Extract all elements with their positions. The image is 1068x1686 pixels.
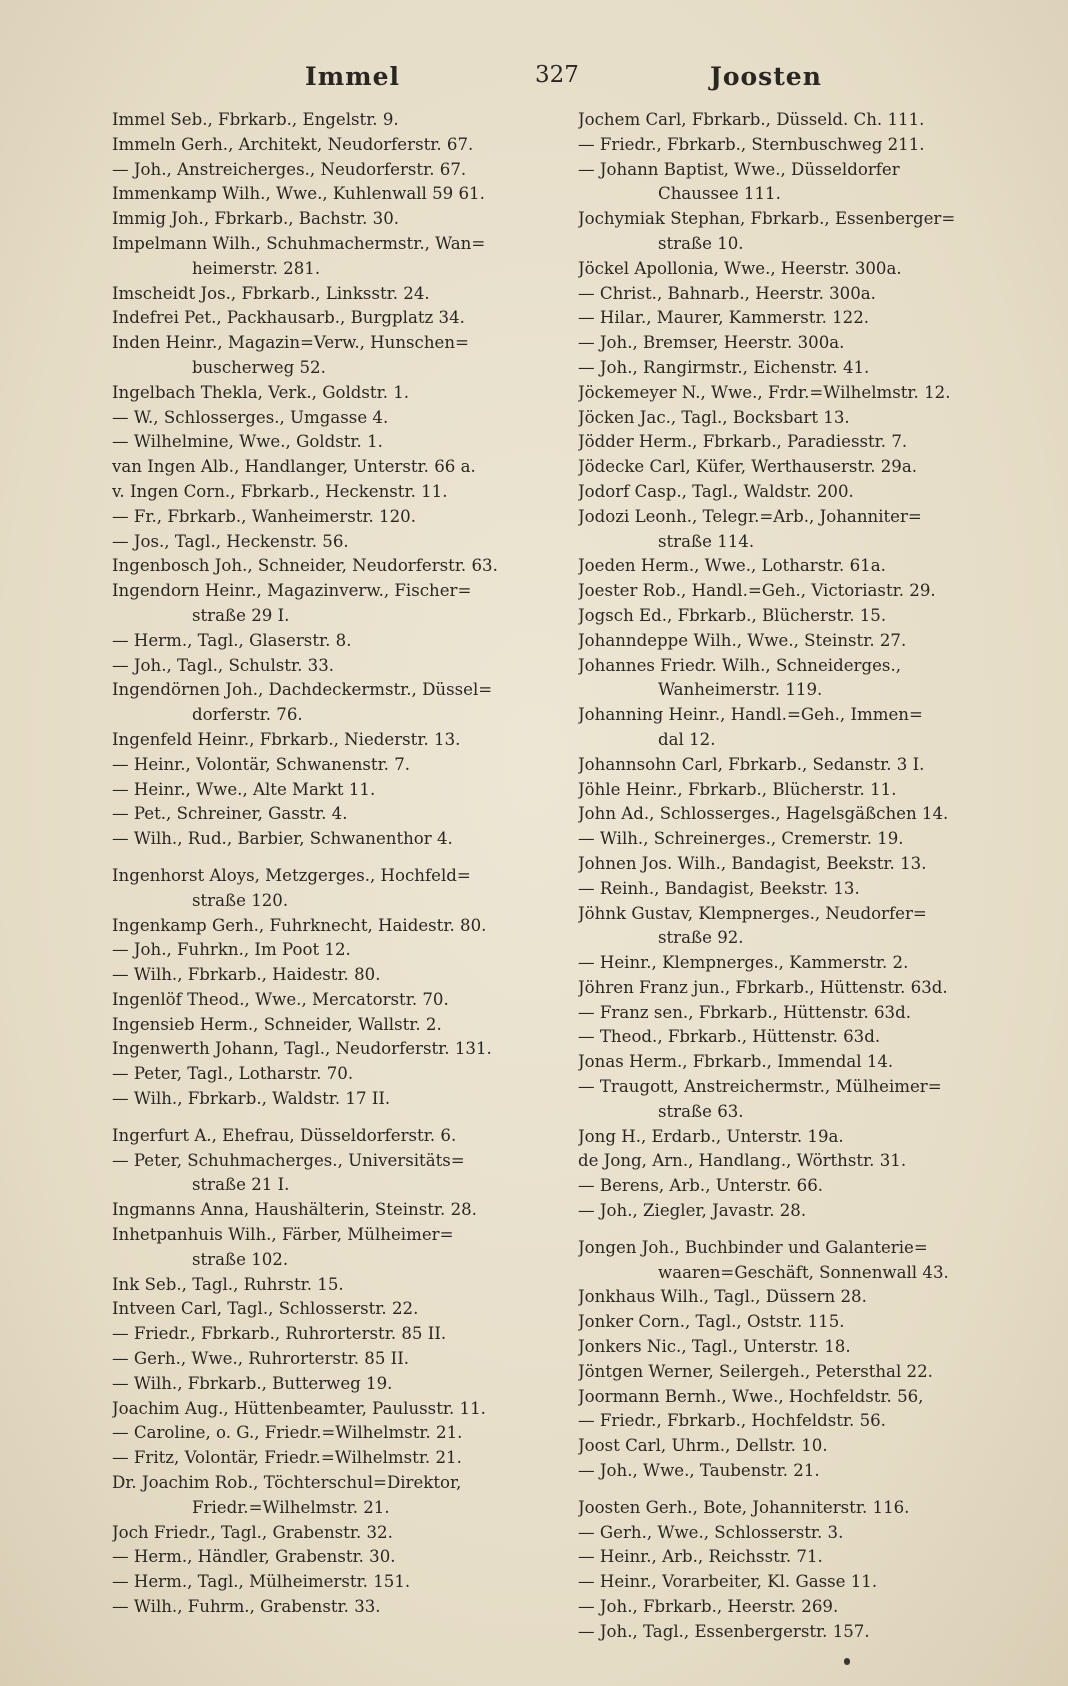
directory-entry: Immenkamp Wilh., Wwe., Kuhlenwall 59 61. xyxy=(112,184,485,204)
entry-continuation-line: Chaussee 111. xyxy=(658,184,781,204)
directory-entry: Jochem Carl, Fbrkarb., Düsseld. Ch. 111. xyxy=(578,110,925,129)
directory-entry: Joeden Herm., Wwe., Lotharstr. 61a. xyxy=(578,556,886,576)
directory-entry: — Joh., Fbrkarb., Heerstr. 269. xyxy=(578,1597,839,1617)
directory-entry: — Herm., Tagl., Glaserstr. 8. xyxy=(112,630,352,650)
directory-entry: Joester Rob., Handl.=Geh., Victoriastr. 29. xyxy=(578,581,936,601)
directory-entry: Jongen Joh., Buchbinder und Galanterie= xyxy=(578,1237,928,1257)
directory-entry: Indefrei Pet., Packhausarb., Burgplatz 34. xyxy=(112,308,465,328)
directory-entry: — Peter, Tagl., Lotharstr. 70. xyxy=(112,1064,354,1084)
directory-entry: Jodorf Casp., Tagl., Waldstr. 200. xyxy=(578,481,854,501)
directory-entry: — Heinr., Arb., Reichsstr. 71. xyxy=(578,1547,823,1567)
directory-entry: — Wilh., Fbrkarb., Haidestr. 80. xyxy=(112,965,381,985)
right-column xyxy=(578,108,1013,1645)
header-right-catchword: Joosten xyxy=(710,62,822,91)
entry-continuation-line: straße 92. xyxy=(658,928,744,948)
header-left-catchword: Immel xyxy=(305,62,401,91)
directory-entry: — Joh., Rangirmstr., Eichenstr. 41. xyxy=(578,357,870,377)
entry-continuation-line: Wanheimerstr. 119. xyxy=(658,680,823,700)
ink-speck xyxy=(844,1658,850,1665)
directory-entry: Jöhren Franz jun., Fbrkarb., Hüttenstr. 63d. xyxy=(578,977,948,997)
directory-entry: Jöcken Jac., Tagl., Bocksbart 13. xyxy=(578,407,850,427)
entry-continuation-line: straße 114. xyxy=(658,531,755,551)
directory-entry: — W., Schlosserges., Umgasse 4. xyxy=(112,407,389,427)
directory-entry: — Herm., Händler, Grabenstr. 30. xyxy=(112,1547,396,1567)
directory-entry: — Pet., Schreiner, Gasstr. 4. xyxy=(112,804,348,824)
directory-entry: — Joh., Ziegler, Javastr. 28. xyxy=(578,1201,807,1221)
directory-entry: Ingendorn Heinr., Magazinverw., Fischer= xyxy=(112,581,472,601)
directory-entry: Ingenlöf Theod., Wwe., Mercatorstr. 70. xyxy=(112,989,449,1009)
directory-entry: Johannsohn Carl, Fbrkarb., Sedanstr. 3 I. xyxy=(578,754,925,774)
directory-entry: — Heinr., Wwe., Alte Markt 11. xyxy=(112,779,376,799)
entry-continuation-line: Friedr.=Wilhelmstr. 21. xyxy=(192,1497,390,1517)
directory-entry: — Caroline, o. G., Friedr.=Wilhelmstr. 21. xyxy=(112,1423,463,1443)
entry-continuation-line: straße 120. xyxy=(192,890,289,910)
directory-entry: John Ad., Schlosserges., Hagelsgäßchen 14. xyxy=(578,804,949,824)
directory-entry: Jong H., Erdarb., Unterstr. 19a. xyxy=(578,1126,844,1146)
page-number: 327 xyxy=(535,62,579,88)
directory-entry: Jöckel Apollonia, Wwe., Heerstr. 300a. xyxy=(578,258,902,278)
directory-entry: — Hilar., Maurer, Kammerstr. 122. xyxy=(578,308,870,328)
directory-entry: — Franz sen., Fbrkarb., Hüttenstr. 63d. xyxy=(578,1002,912,1022)
directory-entry: Jödder Herm., Fbrkarb., Paradiesstr. 7. xyxy=(578,432,908,452)
directory-entry: Jöhle Heinr., Fbrkarb., Blücherstr. 11. xyxy=(578,779,897,799)
directory-entry: — Joh., Tagl., Essenbergerstr. 157. xyxy=(578,1621,870,1641)
directory-entry: Jöckemeyer N., Wwe., Frdr.=Wilhelmstr. 12. xyxy=(578,382,951,402)
directory-entry: de Jong, Arn., Handlang., Wörthstr. 31. xyxy=(578,1151,907,1171)
directory-entry: Johannes Friedr. Wilh., Schneiderges., xyxy=(578,655,901,675)
directory-entry: Ingelbach Thekla, Verk., Goldstr. 1. xyxy=(112,382,410,402)
directory-entry: — Johann Baptist, Wwe., Düsseldorfer xyxy=(578,159,900,179)
directory-entry: Ingensieb Herm., Schneider, Wallstr. 2. xyxy=(112,1014,442,1034)
directory-entry: — Wilh., Fuhrm., Grabenstr. 33. xyxy=(112,1597,381,1617)
entry-continuation-line: straße 10. xyxy=(658,233,744,253)
directory-entry: — Fr., Fbrkarb., Wanheimerstr. 120. xyxy=(112,506,416,526)
directory-entry: — Wilh., Rud., Barbier, Schwanenthor 4. xyxy=(112,829,453,849)
directory-entry: — Berens, Arb., Unterstr. 66. xyxy=(578,1176,824,1196)
directory-entry: — Friedr., Fbrkarb., Ruhrorterstr. 85 II. xyxy=(112,1324,447,1344)
directory-entry: Ingenwerth Johann, Tagl., Neudorferstr. 131. xyxy=(112,1039,492,1059)
directory-entry: Jöntgen Werner, Seilergeh., Petersthal 22. xyxy=(578,1361,933,1381)
directory-entry: Jonkers Nic., Tagl., Unterstr. 18. xyxy=(578,1337,851,1357)
directory-entry: — Wilhelmine, Wwe., Goldstr. 1. xyxy=(112,432,383,452)
directory-entry: Joch Friedr., Tagl., Grabenstr. 32. xyxy=(112,1522,393,1542)
directory-entry: Joachim Aug., Hüttenbeamter, Paulusstr. 11. xyxy=(112,1398,486,1418)
entry-continuation-line: buscherweg 52. xyxy=(192,357,326,377)
directory-entry: — Joh., Bremser, Heerstr. 300a. xyxy=(578,333,845,353)
page-header xyxy=(110,62,1008,98)
directory-entry: — Joh., Tagl., Schulstr. 33. xyxy=(112,655,335,675)
directory-entry: Ink Seb., Tagl., Ruhrstr. 15. xyxy=(112,1274,344,1294)
entry-continuation-line: heimerstr. 281. xyxy=(192,258,321,278)
directory-entry: — Joh., Anstreicherges., Neudorferstr. 67. xyxy=(112,159,467,179)
directory-entry: — Joh., Fuhrkn., Im Poot 12. xyxy=(112,940,351,960)
directory-entry: — Theod., Fbrkarb., Hüttenstr. 63d. xyxy=(578,1027,881,1047)
directory-entry: Joost Carl, Uhrm., Dellstr. 10. xyxy=(578,1436,828,1456)
directory-entry: — Heinr., Volontär, Schwanenstr. 7. xyxy=(112,754,411,774)
directory-entry: Johanndeppe Wilh., Wwe., Steinstr. 27. xyxy=(578,630,907,650)
directory-entry: Immel Seb., Fbrkarb., Engelstr. 9. xyxy=(112,110,399,129)
directory-entry: — Wilh., Fbrkarb., Waldstr. 17 II. xyxy=(112,1089,391,1109)
directory-entry: Ingerfurt A., Ehefrau, Düsseldorferstr. 6. xyxy=(112,1125,457,1145)
directory-entry: — Reinh., Bandagist, Beekstr. 13. xyxy=(578,878,860,898)
directory-entry: Jödecke Carl, Küfer, Werthauserstr. 29a. xyxy=(578,457,918,477)
directory-entry: — Heinr., Vorarbeiter, Kl. Gasse 11. xyxy=(578,1572,878,1592)
directory-entry: — Heinr., Klempnerges., Kammerstr. 2. xyxy=(578,953,909,973)
directory-entry: v. Ingen Corn., Fbrkarb., Heckenstr. 11. xyxy=(112,481,448,501)
entry-continuation-line: straße 63. xyxy=(658,1101,744,1121)
directory-entry: Inden Heinr., Magazin=Verw., Hunschen= xyxy=(112,333,469,353)
entry-continuation-line: dal 12. xyxy=(658,729,716,749)
directory-entry: — Friedr., Fbrkarb., Sternbuschweg 211. xyxy=(578,134,925,154)
directory-entry: Ingenfeld Heinr., Fbrkarb., Niederstr. 13. xyxy=(112,729,461,749)
directory-entry: Johanning Heinr., Handl.=Geh., Immen= xyxy=(578,705,923,725)
directory-entry: — Herm., Tagl., Mülheimerstr. 151. xyxy=(112,1572,411,1592)
directory-entry: Jöhnk Gustav, Klempnerges., Neudorfer= xyxy=(578,903,927,923)
entry-continuation-line: straße 102. xyxy=(192,1249,289,1269)
directory-entry: Imscheidt Jos., Fbrkarb., Linksstr. 24. xyxy=(112,283,430,303)
entry-continuation-line: dorferstr. 76. xyxy=(192,705,303,725)
directory-entry: — Wilh., Fbrkarb., Butterweg 19. xyxy=(112,1373,393,1393)
directory-entry: — Gerh., Wwe., Ruhrorterstr. 85 II. xyxy=(112,1349,410,1369)
directory-entry: van Ingen Alb., Handlanger, Unterstr. 66 a. xyxy=(112,457,476,477)
directory-entry: Ingmanns Anna, Haushälterin, Steinstr. 28. xyxy=(112,1200,477,1220)
directory-entry: Jodozi Leonh., Telegr.=Arb., Johanniter= xyxy=(578,506,922,526)
directory-entry: Jogsch Ed., Fbrkarb., Blücherstr. 15. xyxy=(578,605,887,625)
directory-entry: Jochymiak Stephan, Fbrkarb., Essenberger= xyxy=(578,209,956,229)
directory-entry: — Wilh., Schreinerges., Cremerstr. 19. xyxy=(578,829,904,849)
directory-entry: Ingenkamp Gerh., Fuhrknecht, Haidestr. 80. xyxy=(112,915,487,935)
directory-entry: Jonker Corn., Tagl., Oststr. 115. xyxy=(578,1312,845,1332)
directory-entry: Joormann Bernh., Wwe., Hochfeldstr. 56, xyxy=(578,1386,924,1406)
left-column xyxy=(112,108,547,1620)
directory-entry: — Christ., Bahnarb., Heerstr. 300a. xyxy=(578,283,876,303)
entry-continuation-line: straße 29 I. xyxy=(192,605,290,625)
directory-entry: Immeln Gerh., Architekt, Neudorferstr. 67. xyxy=(112,134,474,154)
entry-continuation-line: waaren=Geschäft, Sonnenwall 43. xyxy=(658,1262,949,1282)
entry-continuation-line: straße 21 I. xyxy=(192,1175,290,1195)
directory-entry: Impelmann Wilh., Schuhmachermstr., Wan= xyxy=(112,233,486,253)
directory-entry: Immig Joh., Fbrkarb., Bachstr. 30. xyxy=(112,209,400,229)
directory-entry: — Friedr., Fbrkarb., Hochfeldstr. 56. xyxy=(578,1411,886,1431)
directory-entry: Joosten Gerh., Bote, Johanniterstr. 116. xyxy=(578,1497,910,1517)
directory-entry: — Jos., Tagl., Heckenstr. 56. xyxy=(112,531,349,551)
directory-entry: Jonas Herm., Fbrkarb., Immendal 14. xyxy=(578,1052,894,1072)
directory-entry: — Fritz, Volontär, Friedr.=Wilhelmstr. 21. xyxy=(112,1448,462,1468)
directory-entry: Inhetpanhuis Wilh., Färber, Mülheimer= xyxy=(112,1225,454,1245)
directory-entry: Ingenbosch Joh., Schneider, Neudorferstr. 63. xyxy=(112,556,498,576)
directory-entry: — Peter, Schuhmacherges., Universitäts= xyxy=(112,1150,465,1170)
directory-entry: — Joh., Wwe., Taubenstr. 21. xyxy=(578,1461,820,1481)
directory-entry: Intveen Carl, Tagl., Schlosserstr. 22. xyxy=(112,1299,419,1319)
directory-entry: Dr. Joachim Rob., Töchterschul=Direktor, xyxy=(112,1473,462,1493)
directory-entry: Ingenhorst Aloys, Metzgerges., Hochfeld= xyxy=(112,865,471,885)
directory-entry: Ingendörnen Joh., Dachdeckermstr., Düssel= xyxy=(112,680,493,700)
directory-entry: — Gerh., Wwe., Schlosserstr. 3. xyxy=(578,1522,844,1542)
directory-entry: — Traugott, Anstreichermstr., Mülheimer= xyxy=(578,1077,942,1097)
directory-entry: Jonkhaus Wilh., Tagl., Düssern 28. xyxy=(578,1287,867,1307)
directory-entry: Johnen Jos. Wilh., Bandagist, Beekstr. 13. xyxy=(578,853,927,873)
